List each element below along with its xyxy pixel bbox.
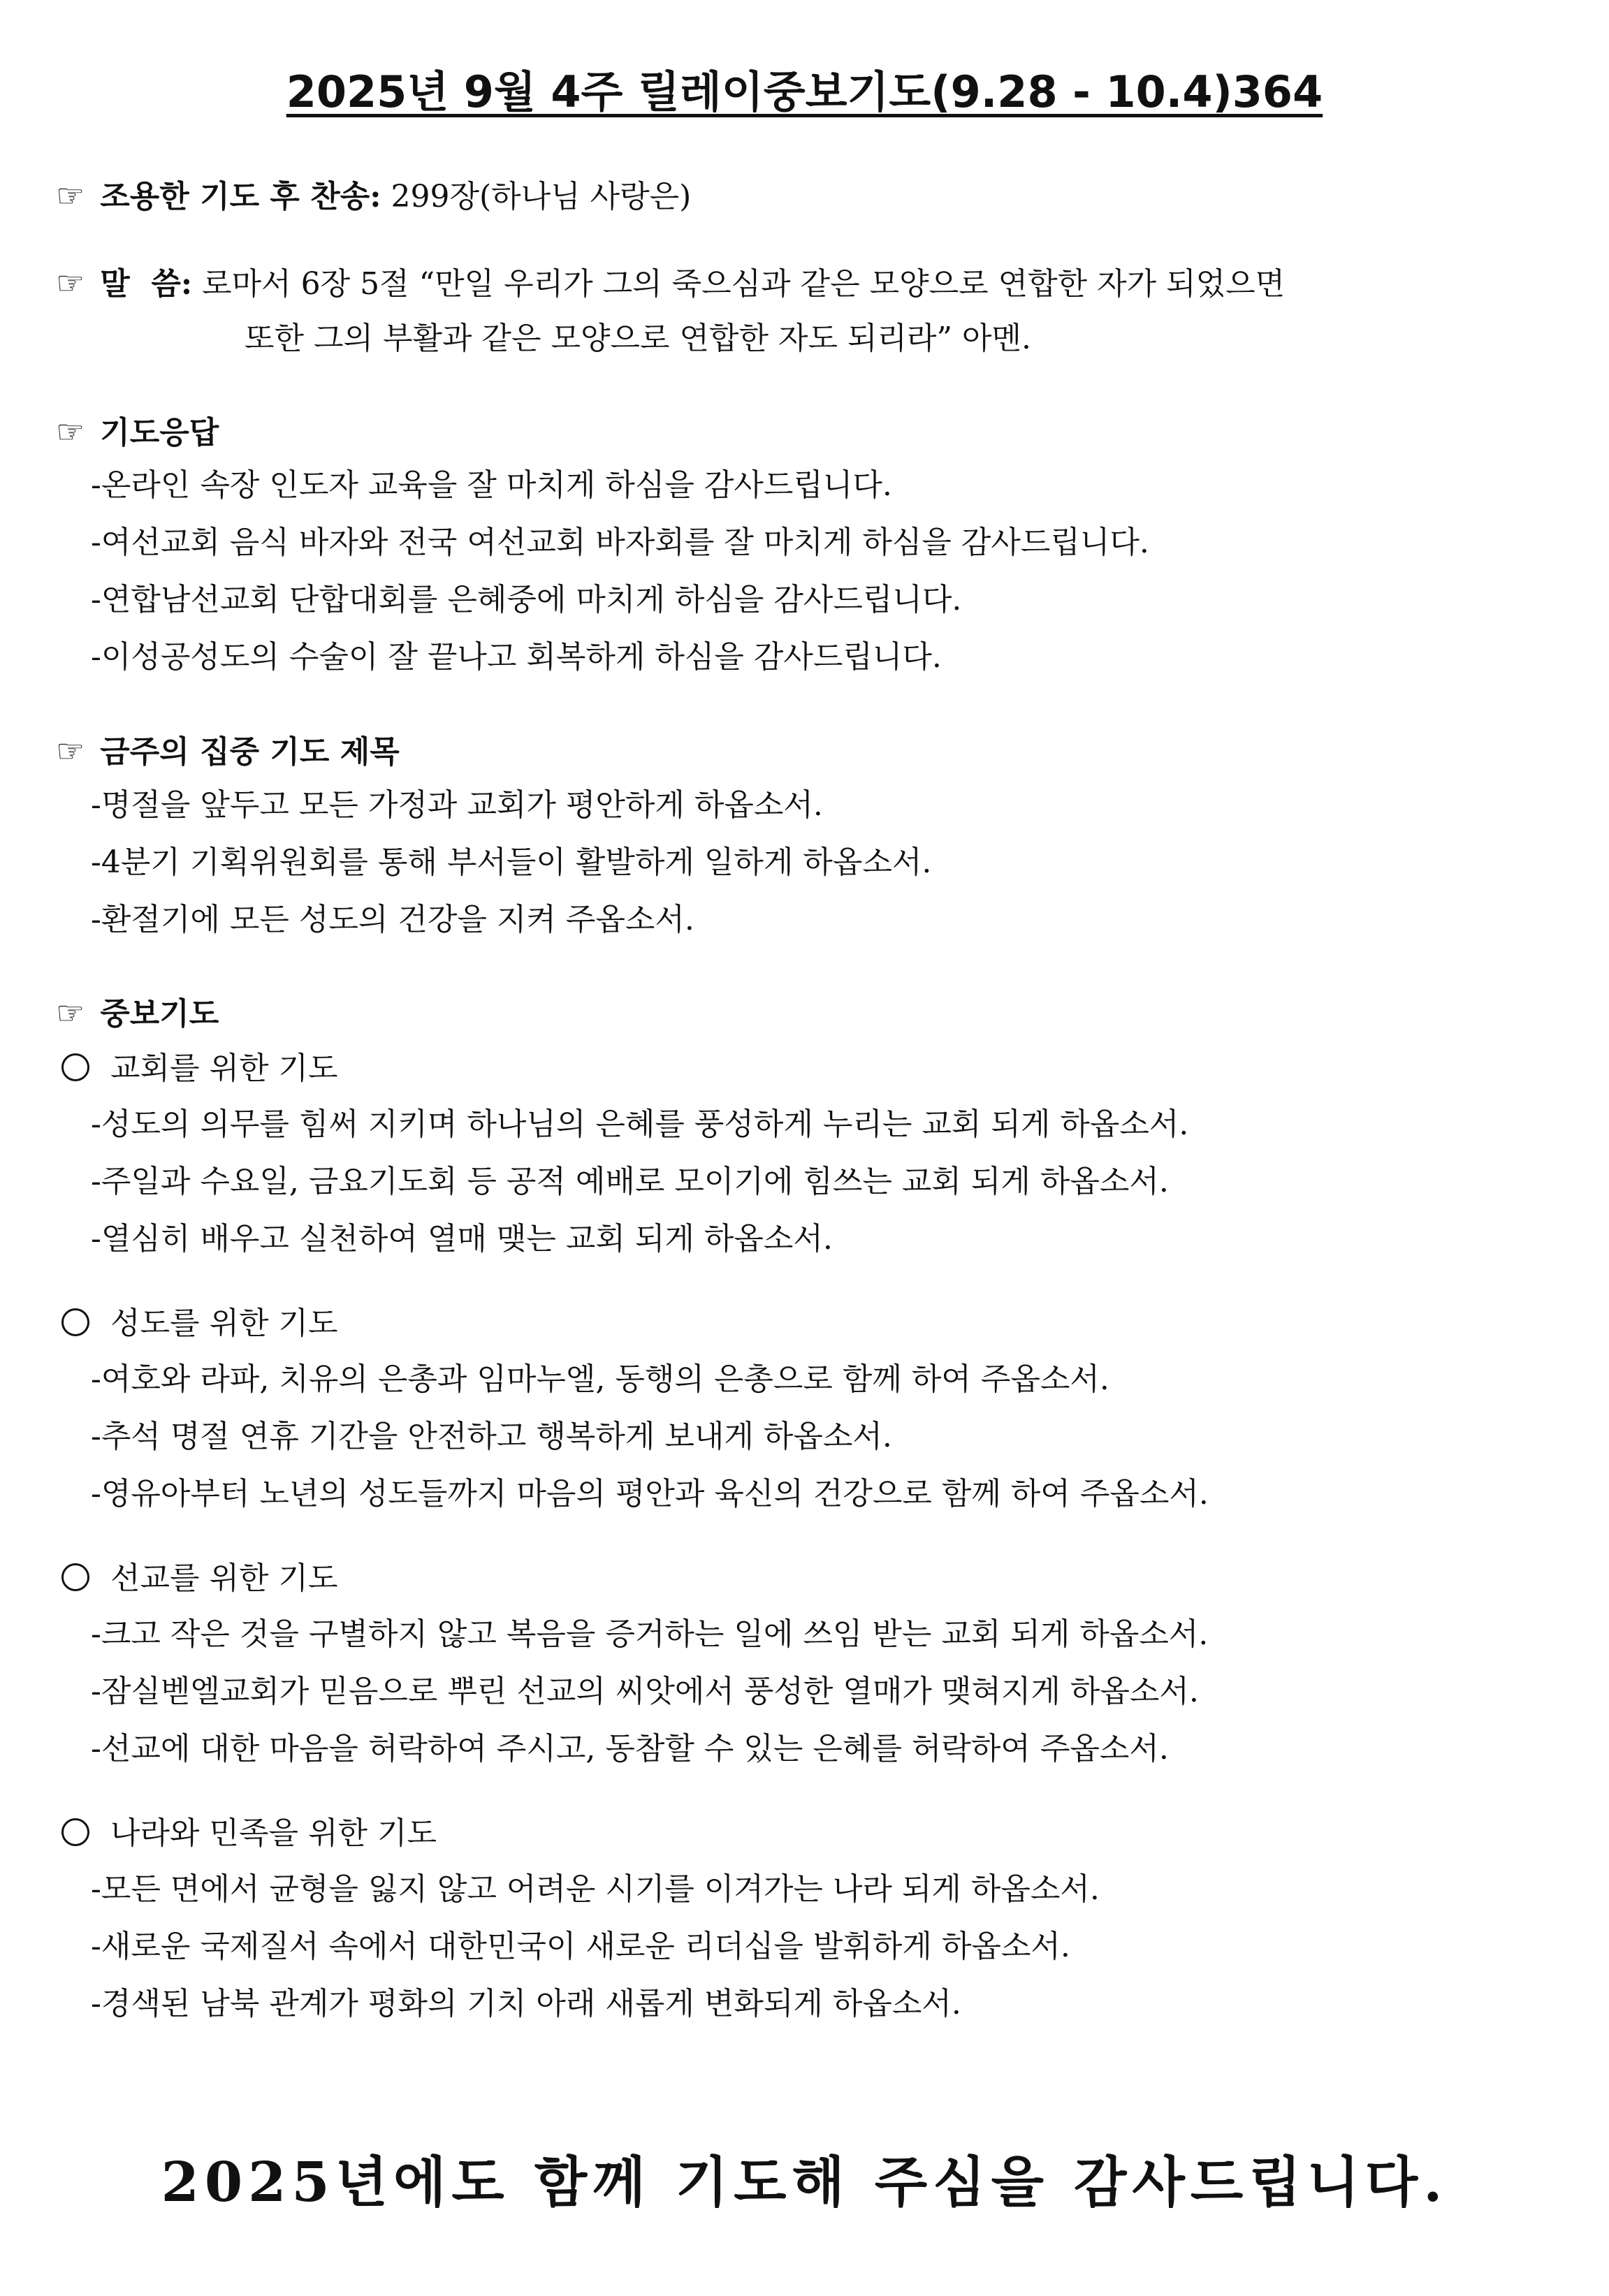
intercession-heading <box>56 992 219 1035</box>
pointing-hand-icon: ☞ <box>56 264 85 302</box>
list-item: -여선교회 음식 바자와 전국 여선교회 바자회를 잘 마치게 하심을 감사드립니다. <box>91 525 1149 560</box>
hymn-text: 299장(하나님 사랑은) <box>391 179 692 214</box>
list-item: -연합남선교회 단합대회를 은혜중에 마치게 하심을 감사드립니다. <box>91 582 962 617</box>
focus-heading-text: 금주의 집중 기도 제목 <box>100 734 400 770</box>
pointing-hand-icon: ☞ <box>56 177 85 214</box>
list-item: -명절을 앞두고 모든 가정과 교회가 평안하게 하옵소서. <box>91 787 823 823</box>
group-title-text: 성도를 위한 기도 <box>110 1306 338 1341</box>
hymn-label: 조용한 기도 후 찬송: <box>100 179 381 214</box>
word-verse-line-1: 로마서 6장 5절 “만일 우리가 그의 죽으심과 같은 모양으로 연합한 자가 되었으면 <box>202 266 1286 302</box>
list-item: -추석 명절 연휴 기간을 안전하고 행복하게 보내게 하옵소서. <box>91 1419 892 1454</box>
circle-bullet-icon <box>61 1818 89 1846</box>
pointing-hand-icon: ☞ <box>56 413 85 451</box>
list-item: -여호와 라파, 치유의 은총과 임마누엘, 동행의 은총으로 함께 하여 주옵소서. <box>91 1361 1109 1397</box>
list-item: -경색된 남북 관계가 평화의 기치 아래 새롭게 변화되게 하옵소서. <box>91 1986 961 2021</box>
page-title: 2025년 9월 4주 릴레이중보기도(9.28 - 10.4)364 <box>286 66 1323 117</box>
group-title-text: 나라와 민족을 위한 기도 <box>110 1815 437 1851</box>
circle-bullet-icon <box>61 1053 89 1081</box>
list-item: -환절기에 모든 성도의 건강을 지켜 주옵소서. <box>91 902 694 937</box>
word-label: 말 씀: <box>100 266 193 302</box>
list-item: -이성공성도의 수술이 잘 끝나고 회복하게 하심을 감사드립니다. <box>91 639 942 675</box>
pointing-hand-icon: ☞ <box>56 732 85 770</box>
list-item: -영유아부터 노년의 성도들까지 마음의 평안과 육신의 건강으로 함께 하여 주옵소서. <box>91 1476 1209 1512</box>
list-item: -4분기 기획위원회를 통해 부서들이 활발하게 일하게 하옵소서. <box>91 844 932 880</box>
word-line-1 <box>56 262 1285 305</box>
list-item: -주일과 수요일, 금요기도회 등 공적 예배로 모이기에 힘쓰는 교회 되게 하옵소서. <box>91 1164 1169 1199</box>
list-item: -열심히 배우고 실천하여 열매 맺는 교회 되게 하옵소서. <box>91 1221 833 1257</box>
answers-heading-text: 기도응답 <box>100 415 219 451</box>
answers-heading <box>56 411 219 454</box>
list-item: -모든 면에서 균형을 잃지 않고 어려운 시기를 이겨가는 나라 되게 하옵소서. <box>91 1871 1100 1907</box>
hymn-line <box>56 175 691 218</box>
prayer-group-title <box>61 1048 338 1090</box>
focus-heading <box>56 730 400 773</box>
list-item: -선교에 대한 마음을 허락하여 주시고, 동참할 수 있는 은혜를 허락하여 주옵소서. <box>91 1731 1169 1767</box>
prayer-group-title <box>61 1303 338 1345</box>
circle-bullet-icon <box>61 1563 89 1591</box>
list-item: -새로운 국제질서 속에서 대한민국이 새로운 리더십을 발휘하게 하옵소서. <box>91 1929 1070 1964</box>
prayer-group-title <box>61 1813 437 1855</box>
group-title-text: 선교를 위한 기도 <box>110 1560 338 1596</box>
group-title-text: 교회를 위한 기도 <box>110 1051 338 1086</box>
prayer-group-title <box>61 1558 338 1600</box>
word-verse-line-2: 또한 그의 부활과 같은 모양으로 연합한 자도 되리라” 아멘. <box>245 321 1031 356</box>
list-item: -성도의 의무를 힘써 지키며 하나님의 은혜를 풍성하게 누리는 교회 되게 하옵소서. <box>91 1106 1189 1142</box>
list-item: -잠실벧엘교회가 믿음으로 뿌린 선교의 씨앗에서 풍성한 열매가 맺혀지게 하옵소서. <box>91 1674 1199 1709</box>
list-item: -크고 작은 것을 구별하지 않고 복음을 증거하는 일에 쓰임 받는 교회 되게 하옵소서. <box>91 1616 1209 1652</box>
intercession-heading-text: 중보기도 <box>100 996 219 1032</box>
pointing-hand-icon: ☞ <box>56 994 85 1032</box>
circle-bullet-icon <box>61 1308 89 1336</box>
closing-message: 2025년에도 함께 기도해 주심을 감사드립니다. <box>161 2151 1448 2214</box>
list-item: -온라인 속장 인도자 교육을 잘 마치게 하심을 감사드립니다. <box>91 467 892 503</box>
